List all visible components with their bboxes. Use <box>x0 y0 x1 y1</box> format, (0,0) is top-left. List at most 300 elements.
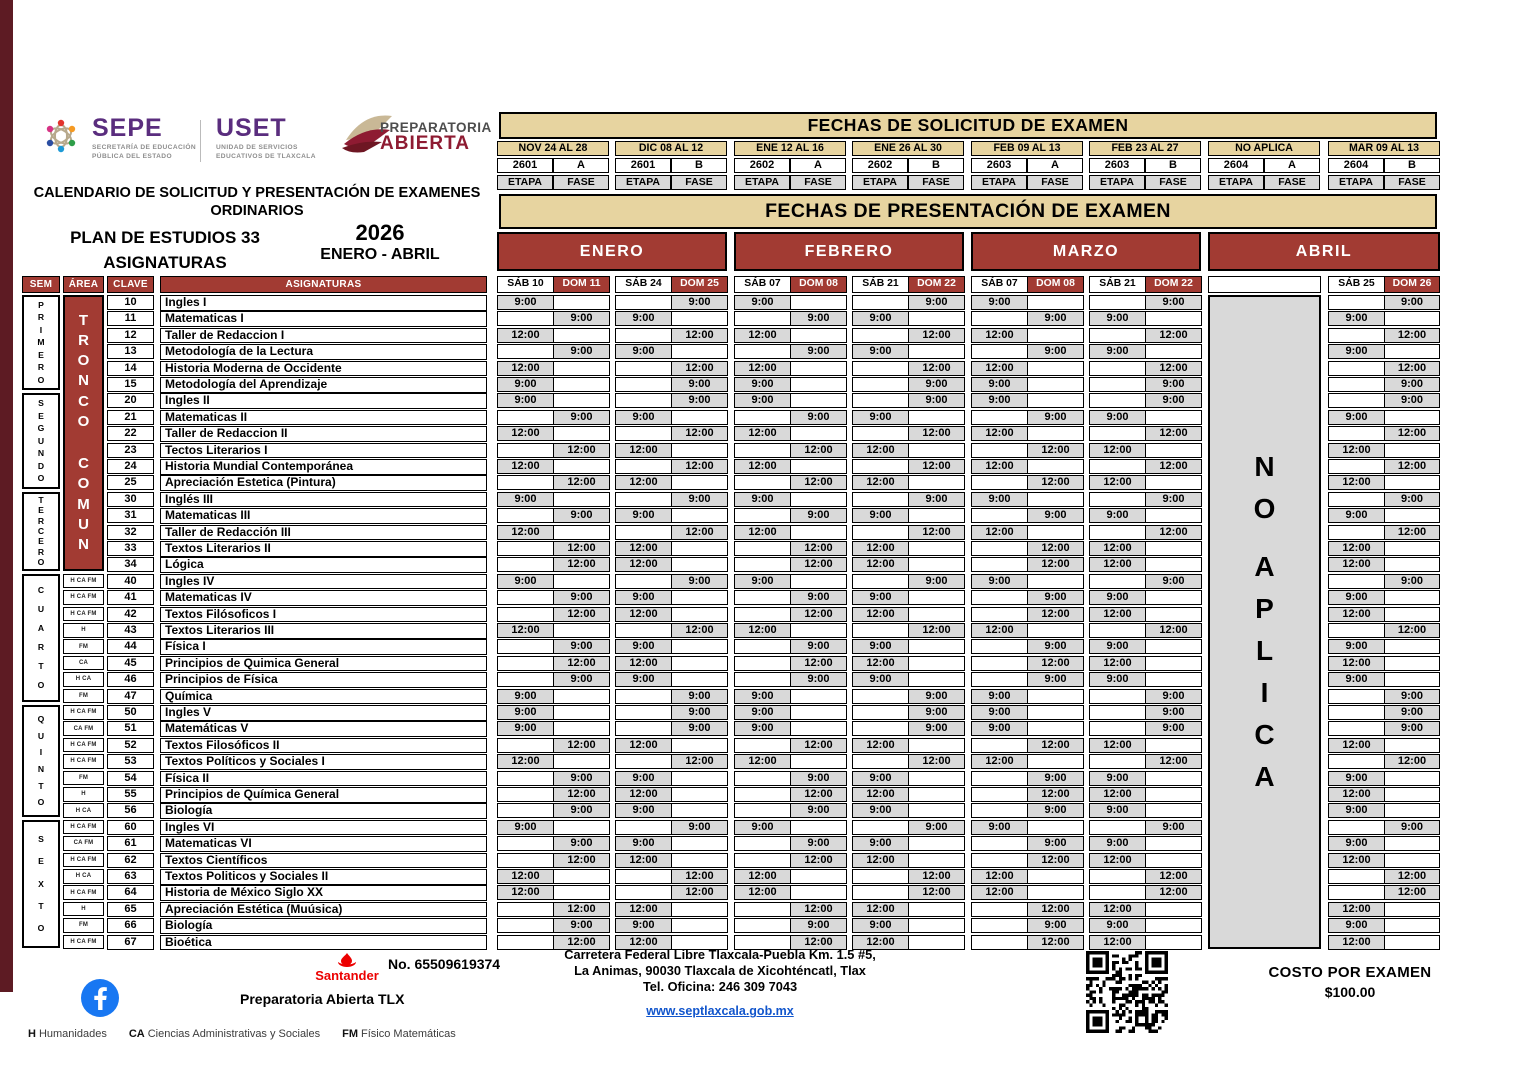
time-cell <box>908 672 965 687</box>
time-cell: 9:00 <box>1145 574 1202 589</box>
time-cell: 9:00 <box>615 918 672 933</box>
time-cell: 12:00 <box>1089 787 1146 802</box>
time-cell <box>553 459 610 474</box>
time-cell <box>1384 803 1440 818</box>
time-cell: 9:00 <box>553 672 610 687</box>
time-cell <box>1145 738 1202 753</box>
time-cell <box>1089 525 1146 540</box>
time-cell: 9:00 <box>615 410 672 425</box>
time-cell <box>1384 918 1440 933</box>
time-cell <box>1384 787 1440 802</box>
address-line: Tel. Oficina: 246 309 7043 <box>642 979 798 995</box>
time-cell: 12:00 <box>1384 328 1440 343</box>
subject-cell: Textos Científicos <box>160 853 487 869</box>
time-cell <box>852 820 909 835</box>
time-cell: 12:00 <box>615 557 672 572</box>
time-cell <box>790 623 847 638</box>
time-cell <box>852 525 909 540</box>
subject-cell: Metodología del Aprendizaje <box>160 377 487 393</box>
time-cell <box>671 771 728 786</box>
time-cell: 9:00 <box>1145 393 1202 408</box>
semester-box: C U A R T O <box>22 574 60 702</box>
time-cell: 12:00 <box>671 754 728 769</box>
year-period <box>300 220 460 264</box>
time-cell <box>971 853 1028 868</box>
etapa-value: 2604 <box>1208 158 1264 173</box>
area-cell: H <box>63 787 104 802</box>
time-cell: 9:00 <box>497 574 554 589</box>
address-block <box>495 947 945 1020</box>
time-cell: 9:00 <box>1089 344 1146 359</box>
time-cell: 12:00 <box>1027 557 1084 572</box>
col-header-clave: CLAVE <box>107 276 154 293</box>
time-cell: 9:00 <box>790 918 847 933</box>
area-legend <box>28 1028 478 1040</box>
time-cell <box>790 426 847 441</box>
time-cell <box>1145 410 1202 425</box>
etapa-value: 2602 <box>734 158 790 173</box>
time-cell <box>615 377 672 392</box>
etapa-label: ETAPA <box>1208 175 1264 190</box>
time-cell <box>790 820 847 835</box>
time-cell <box>1089 721 1146 736</box>
area-tronco-comun: T R O N C O C O M U N <box>63 295 104 571</box>
solicitud-title: FECHAS DE SOLICITUD DE EXAMEN <box>499 112 1437 139</box>
time-cell: 9:00 <box>671 393 728 408</box>
time-cell: 9:00 <box>497 492 554 507</box>
subject-cell: Textos Literarios II <box>160 541 487 557</box>
time-cell: 12:00 <box>908 459 965 474</box>
time-cell: 9:00 <box>1145 377 1202 392</box>
time-cell <box>734 853 791 868</box>
time-cell: 9:00 <box>553 803 610 818</box>
time-cell: 12:00 <box>1027 443 1084 458</box>
time-cell <box>497 508 554 523</box>
time-cell: 12:00 <box>615 607 672 622</box>
subject-cell: Matematicas II <box>160 410 487 426</box>
time-cell <box>790 361 847 376</box>
time-cell <box>497 475 554 490</box>
time-cell <box>615 820 672 835</box>
time-cell: 12:00 <box>734 885 791 900</box>
sepe-wordmark <box>92 116 196 161</box>
time-cell: 12:00 <box>790 541 847 556</box>
clave-cell: 43 <box>107 623 154 638</box>
time-cell: 12:00 <box>1384 885 1440 900</box>
time-cell: 9:00 <box>1089 771 1146 786</box>
area-cell: FM <box>63 689 104 704</box>
time-cell <box>908 738 965 753</box>
time-cell <box>971 639 1028 654</box>
time-cell: 9:00 <box>790 590 847 605</box>
time-cell <box>971 672 1028 687</box>
page-edge-stripe <box>0 0 13 992</box>
time-cell <box>734 672 791 687</box>
time-cell: 12:00 <box>1328 607 1385 622</box>
time-cell <box>553 574 610 589</box>
time-cell <box>734 836 791 851</box>
day-header: SÁB 25 <box>1328 276 1385 293</box>
time-cell <box>1027 492 1084 507</box>
time-cell: 12:00 <box>615 935 672 950</box>
time-cell: 9:00 <box>615 590 672 605</box>
time-cell: 9:00 <box>553 311 610 326</box>
time-cell: 12:00 <box>1145 525 1202 540</box>
semester-box: T E R C E R O <box>22 492 60 571</box>
time-cell <box>1384 475 1440 490</box>
time-cell <box>734 803 791 818</box>
time-cell: 9:00 <box>553 918 610 933</box>
clave-cell: 32 <box>107 525 154 540</box>
time-cell: 12:00 <box>852 853 909 868</box>
fase-label: FASE <box>908 175 964 190</box>
time-cell <box>1328 525 1385 540</box>
time-cell <box>908 311 965 326</box>
time-cell: 12:00 <box>734 754 791 769</box>
time-cell: 12:00 <box>790 902 847 917</box>
time-cell <box>908 787 965 802</box>
time-cell <box>971 836 1028 851</box>
time-cell: 12:00 <box>615 475 672 490</box>
subject-cell: Matemáticas V <box>160 721 487 737</box>
clave-cell: 23 <box>107 443 154 458</box>
area-cell: H CA FM <box>63 935 104 950</box>
time-cell <box>790 377 847 392</box>
time-cell <box>553 705 610 720</box>
clave-cell: 21 <box>107 410 154 425</box>
time-cell <box>553 721 610 736</box>
month-header: ENERO <box>497 232 727 271</box>
time-cell <box>1145 590 1202 605</box>
time-cell <box>1145 935 1202 950</box>
subject-cell: Textos Filosóficos II <box>160 738 487 754</box>
time-cell <box>671 639 728 654</box>
time-cell <box>971 787 1028 802</box>
fase-value: B <box>908 158 964 173</box>
time-cell <box>671 311 728 326</box>
time-cell: 12:00 <box>1328 541 1385 556</box>
time-cell <box>790 459 847 474</box>
time-cell: 9:00 <box>1145 689 1202 704</box>
time-cell: 12:00 <box>1089 541 1146 556</box>
time-cell: 12:00 <box>852 787 909 802</box>
subject-cell: Taller de Redacción III <box>160 525 487 541</box>
time-cell <box>971 443 1028 458</box>
time-cell <box>971 508 1028 523</box>
time-cell: 12:00 <box>1089 656 1146 671</box>
time-cell: 12:00 <box>615 738 672 753</box>
time-cell: 12:00 <box>790 475 847 490</box>
time-cell <box>553 426 610 441</box>
time-cell <box>553 623 610 638</box>
time-cell: 12:00 <box>1145 328 1202 343</box>
time-cell: 12:00 <box>852 607 909 622</box>
time-cell <box>1384 639 1440 654</box>
time-cell: 12:00 <box>971 328 1028 343</box>
time-cell <box>971 656 1028 671</box>
subject-cell: Apreciación Estética (Muúsica) <box>160 902 487 918</box>
facebook-icon[interactable] <box>80 978 120 1018</box>
time-cell: 9:00 <box>497 721 554 736</box>
time-cell: 9:00 <box>908 705 965 720</box>
clave-cell: 47 <box>107 689 154 704</box>
time-cell: 12:00 <box>497 361 554 376</box>
time-cell <box>497 410 554 425</box>
time-cell <box>1384 607 1440 622</box>
time-cell <box>1145 918 1202 933</box>
time-cell <box>1384 508 1440 523</box>
time-cell: 9:00 <box>971 721 1028 736</box>
time-cell: 12:00 <box>497 754 554 769</box>
time-cell: 9:00 <box>497 689 554 704</box>
etapa-value: 2603 <box>971 158 1027 173</box>
time-cell: 9:00 <box>497 393 554 408</box>
area-cell: H CA FM <box>63 754 104 769</box>
etapa-label: ETAPA <box>734 175 790 190</box>
area-cell: FM <box>63 771 104 786</box>
time-cell <box>1145 311 1202 326</box>
time-cell: 12:00 <box>615 902 672 917</box>
time-cell <box>971 344 1028 359</box>
time-cell <box>553 361 610 376</box>
time-cell <box>734 557 791 572</box>
time-cell <box>852 377 909 392</box>
time-cell: 9:00 <box>908 492 965 507</box>
year-label: 2026 <box>355 220 405 245</box>
col-header-sem: SEM <box>22 276 60 293</box>
clave-cell: 61 <box>107 836 154 851</box>
subject-cell: Principios de Física <box>160 672 487 688</box>
time-cell: 9:00 <box>790 344 847 359</box>
time-cell: 12:00 <box>1328 656 1385 671</box>
time-cell: 9:00 <box>1328 836 1385 851</box>
time-cell: 12:00 <box>671 328 728 343</box>
day-header: DOM 22 <box>908 276 965 293</box>
time-cell: 12:00 <box>971 885 1028 900</box>
time-cell <box>734 311 791 326</box>
time-cell <box>971 738 1028 753</box>
time-cell: 12:00 <box>671 426 728 441</box>
day-header: SÁB 10 <box>497 276 554 293</box>
time-cell <box>497 771 554 786</box>
time-cell: 9:00 <box>1089 672 1146 687</box>
cost-amount: $100.00 <box>1324 984 1376 1000</box>
time-cell: 9:00 <box>734 689 791 704</box>
time-cell <box>1328 377 1385 392</box>
address-line: Carretera Federal Libre Tlaxcala-Puebla Km. 1.5 #5, <box>564 947 876 962</box>
time-cell <box>734 639 791 654</box>
time-cell <box>1384 410 1440 425</box>
time-cell <box>671 590 728 605</box>
time-cell <box>1384 443 1440 458</box>
time-cell: 12:00 <box>1328 902 1385 917</box>
time-cell: 9:00 <box>615 803 672 818</box>
uset-wordmark <box>216 116 316 161</box>
etapa-label: ETAPA <box>1328 175 1384 190</box>
clave-cell: 64 <box>107 885 154 900</box>
clave-cell: 62 <box>107 853 154 868</box>
time-cell <box>908 771 965 786</box>
subject-cell: Ingles V <box>160 705 487 721</box>
uset-subtitle: UNIDAD DE SERVICIOS EDUCATIVOS DE TLAXCALA <box>216 144 316 160</box>
time-cell: 12:00 <box>615 541 672 556</box>
qr-code <box>1086 951 1168 1033</box>
area-cell: H CA FM <box>63 853 104 868</box>
time-cell <box>1384 935 1440 950</box>
time-cell <box>1089 885 1146 900</box>
time-cell: 12:00 <box>1328 738 1385 753</box>
time-cell: 12:00 <box>1145 459 1202 474</box>
time-cell <box>1145 541 1202 556</box>
time-cell: 9:00 <box>852 344 909 359</box>
time-cell <box>971 590 1028 605</box>
time-cell <box>734 787 791 802</box>
subject-cell: Metodología de la Lectura <box>160 344 487 360</box>
day-header: DOM 25 <box>671 276 728 293</box>
subject-cell: Textos Politicos y Sociales II <box>160 869 487 885</box>
day-header: DOM 11 <box>553 276 610 293</box>
time-cell <box>790 754 847 769</box>
time-cell <box>1384 771 1440 786</box>
time-cell <box>1145 771 1202 786</box>
subject-cell: Física I <box>160 639 487 655</box>
time-cell: 9:00 <box>671 574 728 589</box>
time-cell <box>497 672 554 687</box>
time-cell: 9:00 <box>1328 918 1385 933</box>
time-cell: 12:00 <box>553 935 610 950</box>
time-cell: 12:00 <box>790 557 847 572</box>
time-cell: 12:00 <box>1089 935 1146 950</box>
time-cell <box>1328 754 1385 769</box>
time-cell <box>1089 328 1146 343</box>
time-cell: 12:00 <box>1027 902 1084 917</box>
etapa-label: ETAPA <box>615 175 671 190</box>
time-cell <box>671 656 728 671</box>
time-cell <box>908 344 965 359</box>
time-cell <box>1089 295 1146 310</box>
subject-cell: Historia Mundial Contemporánea <box>160 459 487 475</box>
time-cell <box>790 525 847 540</box>
day-header: DOM 22 <box>1145 276 1202 293</box>
time-cell: 9:00 <box>908 393 965 408</box>
time-cell: 12:00 <box>553 557 610 572</box>
sepe-subtitle: SECRETARÍA DE EDUCACIÓN PÚBLICA DEL ESTADO <box>92 144 197 160</box>
time-cell: 9:00 <box>852 508 909 523</box>
prepa-line2: ABIERTA <box>380 133 471 154</box>
solicitud-date-range: DIC 08 AL 12 <box>615 141 727 156</box>
area-cell: CA <box>63 656 104 671</box>
time-cell: 12:00 <box>734 525 791 540</box>
time-cell <box>971 410 1028 425</box>
time-cell <box>497 557 554 572</box>
time-cell: 12:00 <box>1027 738 1084 753</box>
subject-cell: Apreciación Estetica (Pintura) <box>160 475 487 491</box>
time-cell: 9:00 <box>734 820 791 835</box>
time-cell: 9:00 <box>1027 508 1084 523</box>
time-cell: 12:00 <box>1089 475 1146 490</box>
time-cell <box>553 377 610 392</box>
etapa-label: ETAPA <box>852 175 908 190</box>
time-cell: 12:00 <box>1145 426 1202 441</box>
time-cell <box>1145 672 1202 687</box>
time-cell <box>790 574 847 589</box>
time-cell: 12:00 <box>553 541 610 556</box>
time-cell <box>553 393 610 408</box>
subject-cell: Bioética <box>160 935 487 951</box>
time-cell: 9:00 <box>1027 836 1084 851</box>
time-cell: 12:00 <box>790 935 847 950</box>
time-cell <box>1384 738 1440 753</box>
time-cell <box>1089 393 1146 408</box>
time-cell <box>908 590 965 605</box>
time-cell <box>497 443 554 458</box>
time-cell <box>671 803 728 818</box>
clave-cell: 33 <box>107 541 154 556</box>
time-cell: 9:00 <box>1384 574 1440 589</box>
clave-cell: 65 <box>107 902 154 917</box>
time-cell: 12:00 <box>1384 525 1440 540</box>
subject-cell: Textos Literarios III <box>160 623 487 639</box>
time-cell: 12:00 <box>790 738 847 753</box>
etapa-label: ETAPA <box>1089 175 1145 190</box>
exam-calendar-table <box>22 276 1440 952</box>
time-cell <box>971 935 1028 950</box>
santander-logo <box>312 953 382 983</box>
time-cell: 9:00 <box>734 721 791 736</box>
time-cell <box>852 885 909 900</box>
time-cell: 9:00 <box>971 295 1028 310</box>
uset-name: USET <box>216 114 287 142</box>
time-cell: 9:00 <box>908 689 965 704</box>
time-cell: 12:00 <box>1328 787 1385 802</box>
time-cell: 9:00 <box>615 672 672 687</box>
subject-cell: Textos Políticos y Sociales I <box>160 754 487 770</box>
time-cell <box>908 902 965 917</box>
time-cell <box>553 820 610 835</box>
etapa-value: 2602 <box>852 158 908 173</box>
time-cell <box>1145 639 1202 654</box>
time-cell <box>790 492 847 507</box>
time-cell: 12:00 <box>734 328 791 343</box>
time-cell <box>734 443 791 458</box>
area-cell: FM <box>63 639 104 654</box>
clave-cell: 46 <box>107 672 154 687</box>
time-cell <box>852 492 909 507</box>
time-cell <box>852 574 909 589</box>
time-cell <box>1027 705 1084 720</box>
area-cell: H CA FM <box>63 738 104 753</box>
time-cell: 12:00 <box>852 557 909 572</box>
website-link[interactable]: www.septlaxcala.gob.mx <box>646 1004 794 1019</box>
clave-cell: 13 <box>107 344 154 359</box>
subject-cell: Ingles IV <box>160 574 487 590</box>
subject-cell: Principios de Quimica General <box>160 656 487 672</box>
time-cell <box>908 541 965 556</box>
time-cell: 12:00 <box>971 623 1028 638</box>
time-cell: 12:00 <box>734 361 791 376</box>
time-cell <box>1145 508 1202 523</box>
time-cell: 9:00 <box>615 836 672 851</box>
subject-cell: Tectos Literarios I <box>160 443 487 459</box>
time-cell: 9:00 <box>1328 803 1385 818</box>
clave-cell: 11 <box>107 311 154 326</box>
time-cell <box>790 885 847 900</box>
area-cell: H CA FM <box>63 885 104 900</box>
time-cell <box>734 475 791 490</box>
time-cell: 9:00 <box>1328 344 1385 359</box>
clave-cell: 52 <box>107 738 154 753</box>
time-cell <box>553 295 610 310</box>
